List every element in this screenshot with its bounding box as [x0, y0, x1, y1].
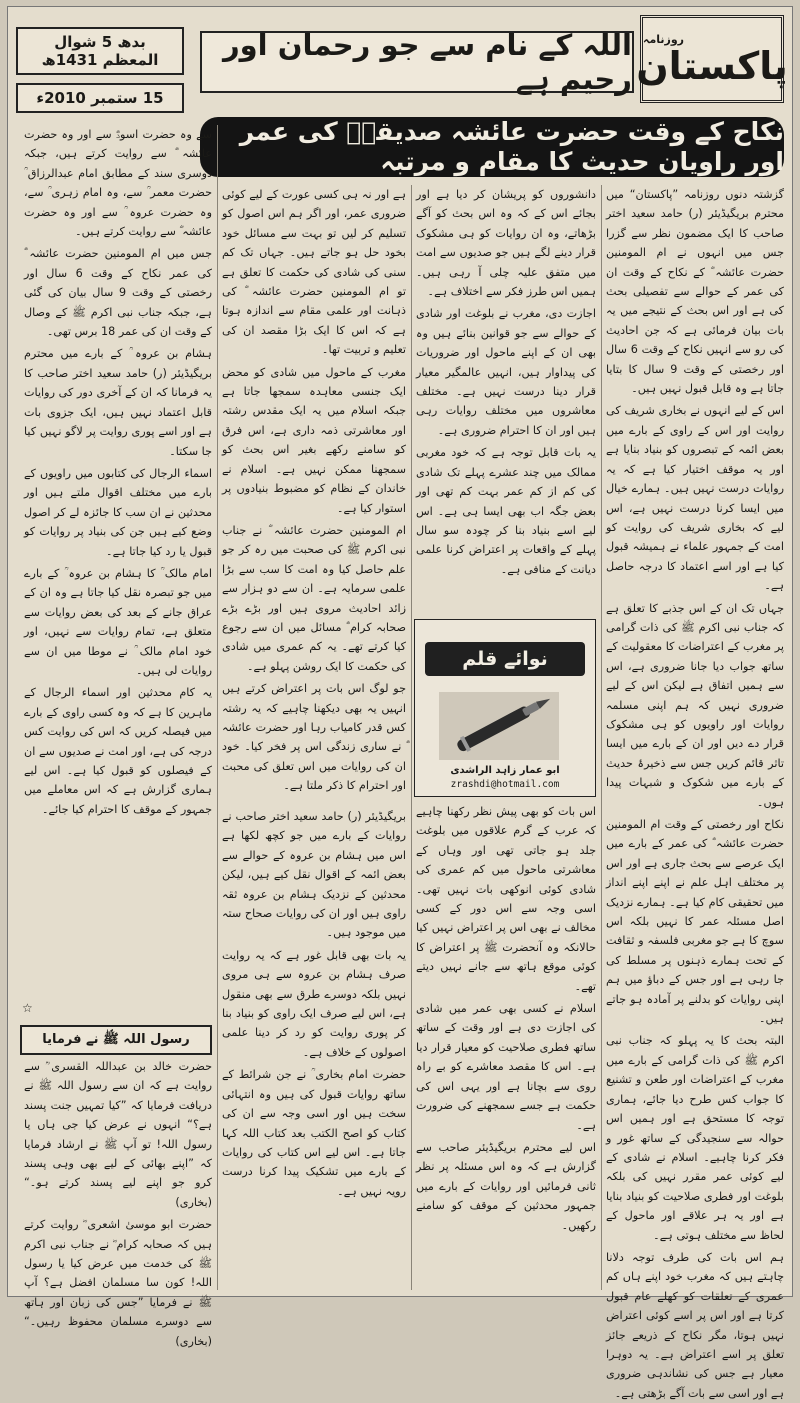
paragraph: ہے اور نہ ہی کسی عورت کے لیے کوئی ضروری عمر، اور اگر ہم اس اصول کو تسلیم کر لیں تو بہت سے مسائل خود بخود حل ہو جاتے ہیں۔ جہاں تک کم سنی کی شادی کی حکمت کا تعلق ہے تو ام المومنین حضرت عائشہ ؓ کی ذہانت اور علمی مقام سے اندازہ ہوتا ہے کہ اس کا ایک بڑا مقصد ان کی تعلیم و تربیت تھا۔	[222, 188, 406, 357]
bismillah-banner: اللہ کے نام سے جو رحمان اور رحیم ہے	[200, 31, 634, 93]
column-divider	[411, 185, 412, 1290]
paragraph: جہاں تک ان کے اس جذبے کا تعلق ہے کہ جناب نبی اکرم ﷺ کی ذات گرامی پر مغرب کے اعتراضات کا معقولیت کے ساتھ جواب دیا جانا ضروری ہے، اس سے ہمیں اتفاق ہے لیکن اس کے لیے ضروری نہیں کہ ہم اپنی مسلمہ روایات اور راویوں کو ہی مشکوک قرار دے دیں اور ان کے بارے میں ایسا تاثر قائم کریں جس سے ذخیرۂ حدیث کے بارے میں شکوک و شبہات پیدا ہوں۔	[606, 601, 784, 809]
paragraph: دانشوروں کو پریشان کر دیا ہے اور بجائے اس کے کہ وہ اس بحث کو آگے بڑھاتے، وہ ان روایات کو ہی مشکوک قرار دینے لگے ہیں جو صدیوں سے امت میں متفق علیہ چلی آ رہی ہیں۔ ہمیں اس طرز فکر سے اختلاف ہے۔	[416, 188, 596, 299]
paragraph: حضرت خالد بن عبداللہ القسری ؒ سے روایت ہے کہ ان سے رسول اللہ ﷺ نے دریافت فرمایا کہ ”کیا تمہیں جنت پسند ہے؟“ انہوں نے عرض کیا جی ہاں یا رسول اللہ! تو آپ ﷺ نے ارشاد فرمایا کہ ”اپنے بھائی کے لیے بھی وہی پسند کرو جو اپنے لیے پسند کرتے ہو۔“ (بخاری)	[24, 1060, 212, 1209]
paragraph: یہ بات قابل توجہ ہے کہ خود مغربی ممالک میں چند عشرے پہلے تک شادی کی کم از کم عمر بہت کم تھی اور بعض جگہ اب بھی ایسا ہی ہے۔ اس لیے اسے بنیاد بنا کر چودہ سو سال پہلے کے واقعات پر اعتراض کرنا علمی دیانت کے منافی ہے۔	[416, 446, 596, 576]
paragraph: اسماء الرجال کی کتابوں میں راویوں کے بارے میں مختلف اقوال ملتے ہیں اور محدثین نے ان سب کا جائزہ لے کر اصول وضع کیے ہیں جن کی بنیاد پر روایات کو قبول یا رد کیا جاتا ہے۔	[24, 466, 212, 558]
date-hijri: بدھ 5 شوال المعظم 1431ھ	[16, 27, 184, 75]
date-block	[16, 27, 184, 121]
masthead	[16, 15, 788, 107]
article-column-4	[24, 125, 212, 825]
article-column-3-lower	[222, 807, 406, 1290]
star-icon: ☆	[22, 1001, 33, 1015]
column-divider	[217, 125, 218, 1290]
paragraph: سے وہ حضرت اسودؓ سے اور وہ حضرت عائشہ ؓ سے روایت کرتے ہیں، جبکہ دوسری سند کے مطابق امام عبدالرزاق ؒ حضرت معمر ؒ سے، وہ امام زہری ؒ سے، وہ حضرت عروہ ؒ سے اور وہ حضرت عائشہ ؓ سے روایت کرتے ہیں۔	[24, 128, 212, 239]
column-author: ابو عمار زاہد الراشدی	[450, 765, 560, 776]
paragraph: حضرت ابو موسیٰ اشعری ؓ روایت کرتے ہیں کہ صحابہ کرام ؓ نے جناب نبی اکرم ﷺ کی خدمت میں عرض کیا یا رسول اللہ! کون سا مسلمان افضل ہے؟ آپ ﷺ نے فرمایا ”جس کی زبان اور ہاتھ سے دوسرے مسلمان محفوظ رہیں۔“ (بخاری)	[24, 1218, 212, 1348]
paragraph: اس لیے محترم بریگیڈیئر صاحب سے گزارش ہے کہ وہ اس مسئلہ پر نظر ثانی فرمائیں اور روایات کے بارے میں جمہور محدثین کے موقف کو سامنے رکھیں۔	[416, 1140, 596, 1232]
newspaper-logo	[636, 15, 788, 103]
paragraph: یہ کام محدثین اور اسماء الرجال کے ماہرین کا ہے کہ وہ کسی راوی کے بارے میں فیصلہ کریں کہ اس کی روایت کس درجہ کی ہے، اور امت نے صدیوں سے ان کے فیصلوں کو قبول کیا ہے۔ اس لیے ہماری گزارش ہے کہ اس معاملے میں جمہور کے موقف کا احترام کیا جائے۔	[24, 686, 212, 816]
column-divider	[601, 185, 602, 1290]
paragraph: امام مالک ؒ کا ہشام بن عروہ ؒ کے بارے میں جو تبصرہ نقل کیا جاتا ہے وہ ان کے عراق جانے کے بعد کی بعض روایات سے متعلق ہے، تمام روایات سے نہیں، اور خود امام مالک ؒ نے موطا میں ان سے روایات لی ہیں۔	[24, 566, 212, 677]
paragraph: البتہ بحث کا یہ پہلو کہ جناب نبی اکرم ﷺ کی ذات گرامی کے بارے میں مغرب کے اعتراضات اور طعن و تشنیع کا جواب کس طرح دیا جائے، ہماری توجہ کا مستحق ہے اور ہمیں اس حوالہ سے سنجیدگی کے ساتھ غور و فکر کرنا چاہیے۔ اسلام نے شادی کے لیے کوئی عمر مقرر نہیں کی بلکہ بلوغت اور فطری صلاحیت کو بنیاد بنایا ہے اور یہ ہر علاقے اور ماحول کے لحاظ سے مختلف ہوتی ہے۔	[606, 1034, 784, 1242]
logo-subtitle: روزنامہ	[643, 32, 685, 46]
paragraph: گزشتہ دنوں روزنامہ ”پاکستان“ میں محترم بریگیڈیئر (ر) حامد سعید اختر صاحب کا ایک مضمون نظر سے گزرا جس میں انہوں نے ام المومنین حضرت عائشہ ؓ کے نکاح کے وقت ان کی عمر کے حوالے سے تفصیلی بحث کی ہے اور اس بحث کے نتیجے میں یہ بات بیان فرمائی ہے کہ جن احادیث کی رو سے انہیں نکاح کے وقت 6 سال اور رخصتی کے وقت 9 سال کا بتایا جاتا ہے وہ قابل قبول نہیں ہیں۔	[606, 188, 784, 396]
paragraph: یہ بات بھی قابل غور ہے کہ یہ روایت صرف ہشام بن عروہ سے ہی مروی نہیں بلکہ دوسرے طرق سے بھی منقول ہے، اس لیے صرف ایک راوی کو بنیاد بنا کر پوری روایت کو رد کر دینا علمی اصولوں کے خلاف ہے۔	[222, 948, 406, 1059]
paragraph: اس کے لیے انہوں نے بخاری شریف کی روایت اور اس کے راوی کے بارے میں بعض ائمہ کے تبصروں کو بنیاد بنایا ہے اور یہ موقف اختیار کیا ہے کہ یہ روایات درست نہیں ہیں۔ ہمارے خیال میں ایسا کرنا درست نہیں ہے، اس لیے کہ بخاری شریف کی روایت کو امت کے جمہور علماء نے ہمیشہ قبول کیا ہے اور اسے اعتماد کا درجہ حاصل ہے۔	[606, 404, 784, 593]
paragraph: جس میں ام المومنین حضرت عائشہ ؓ کی عمر نکاح کے وقت 6 سال اور رخصتی کے وقت 9 سال بیان کی گئی ہے، جبکہ جناب نبی اکرم ﷺ کے وصال کے وقت ان کی عمر 18 برس تھی۔	[24, 247, 213, 339]
article-column-2-lower	[416, 802, 596, 1290]
article-column-3	[222, 185, 406, 793]
paragraph: اجازت دی، مغرب نے بلوغت اور شادی کے حوالے سے جو قوانین بنائے ہیں وہ بھی ان کے اپنے ماحول اور ضروریات کی پیداوار ہیں، انہیں عالمگیر معیار قرار دینا درست نہیں ہے۔ مختلف معاشروں میں مختلف روایات رہی ہیں اور ان کا احترام ضروری ہے۔	[416, 307, 596, 437]
logo-title: پاکستان	[636, 43, 788, 88]
headline-line: نکاح کے وقت حضرت عائشہ صدیقہؓ کی عمر اور راویان حدیث کا مقام و مرتبہ	[239, 117, 784, 176]
paragraph: جو لوگ اس بات پر اعتراض کرتے ہیں انہیں یہ بھی دیکھنا چاہیے کہ یہ رشتہ کس قدر کامیاب رہا اور حضرت عائشہ ؓ نے ساری زندگی اس پر فخر کیا۔ خود ان کی روایات میں اس تعلق کی محبت اور احترام کا ذکر ملتا ہے۔	[222, 682, 406, 793]
column-logo-image	[414, 619, 596, 797]
article-headline	[200, 117, 784, 177]
hadith-column	[24, 1057, 212, 1348]
paragraph: نکاح اور رخصتی کے وقت ام المومنین حضرت عائشہ ؓ کی عمر کے بارے میں ایک عرصے سے بحث جاری ہے اور اس پر مختلف اہل علم نے اپنے اپنے انداز میں تحقیقی کام کیا ہے۔ ہمارے نزدیک اصل مسئلہ عمر کا نہیں بلکہ اس سوچ کا ہے جو مغربی فلسفہ و ثقافت کے تحت ہمارے ذہنوں پر مسلط کی جا رہی ہے اور جس کے دباؤ میں ہم اپنی روایات کو بدلنے پر آمادہ ہو جاتے ہیں۔	[606, 818, 784, 1026]
column-title: نوائے قلم	[425, 642, 585, 676]
paragraph: اس بات کو بھی پیش نظر رکھنا چاہیے کہ عرب کے گرم علاقوں میں بلوغت جلد ہو جاتی تھی اور وہاں کے معاشرتی ماحول میں کم عمری کی شادی کوئی انوکھی بات نہیں تھی۔ اسی وجہ سے اس دور کے کسی مخالف نے بھی اس پر اعتراض نہیں کیا حالانکہ وہ آنحضرت ﷺ پر اعتراض کا کوئی موقع ہاتھ سے جانے نہیں دیتے تھے۔	[416, 805, 596, 993]
paragraph: مغرب کے ماحول میں شادی کو محض ایک جنسی معاہدہ سمجھا جاتا ہے جبکہ اسلام میں یہ ایک مقدس رشتہ اور معاشرتی ذمہ داری ہے، اس فرق کو سامنے رکھے بغیر اس بحث کو سمجھنا ممکن نہیں ہے۔ اسلام نے خاندان کے نظام کو مضبوط بنیادوں پر استوار کیا ہے۔	[222, 365, 406, 515]
date-gregorian: 15 ستمبر 2010ء	[16, 83, 184, 113]
column-email: zrashdi@hotmail.com	[450, 779, 560, 790]
paragraph: اسلام نے کسی بھی عمر میں شادی کی اجازت دی ہے اور وقت کے ساتھ ساتھ فطری صلاحیت کو معیار قرار دیا ہے۔ اس کا مقصد معاشرے کو بے راہ روی سے بچانا ہے اور یہی اس کی حکمت ہے جسے سمجھنے کی ضرورت ہے۔	[416, 1002, 596, 1132]
article-column-1	[606, 185, 784, 1400]
paragraph: حضرت امام بخاری ؒ نے جن شرائط کے ساتھ روایات قبول کی ہیں وہ انتہائی سخت ہیں اور اسی وجہ سے ان کی کتاب کو اصح الکتب بعد کتاب اللہ کہا جاتا ہے۔ اس لیے اس کتاب کی روایات کے بارے میں تشکیک پیدا کرنا درست رویہ نہیں ہے۔	[222, 1068, 406, 1198]
paragraph: ہم اس بات کی طرف توجہ دلانا چاہتے ہیں کہ مغرب خود اپنے ہاں کم عمری کے تعلقات کو کھلے عام قبول کرتا ہے اور اس پر اسے کوئی اعتراض نہیں ہوتا، مگر نکاح کے ذریعے جائز تعلق پر اسے اعتراض ہے۔ یہ دوہرا معیار ہے جس کی نشاندہی ضروری ہے اور اسی سے بات آگے بڑھتی ہے۔	[606, 1250, 784, 1400]
article-column-2	[416, 185, 596, 610]
paragraph: ہشام بن عروہ ؒ کے بارے میں محترم بریگیڈیئر (ر) حامد سعید اختر صاحب کا یہ فرمانا کہ ان کے آخری دور کی روایات قابل اعتماد نہیں ہیں، ایک جزوی بات ہے اور اسے پوری روایت پر لاگو نہیں کیا جا سکتا۔	[24, 347, 212, 458]
paragraph: ام المومنین حضرت عائشہ ؓ نے جناب نبی اکرم ﷺ کی صحبت میں رہ کر جو علم حاصل کیا وہ امت کا سب سے بڑا علمی سرمایہ ہے۔ ان سے دو ہزار سے زائد احادیث مروی ہیں اور بڑے بڑے صحابہ کرام ؓ مسائل میں ان سے رجوع کیا کرتے تھے۔ یہ کم عمری میں شادی کی حکمت کا ایک روشن پہلو ہے۔	[222, 523, 406, 673]
pen-icon	[439, 692, 559, 760]
paragraph: بریگیڈیئر (ر) حامد سعید اختر صاحب نے روایات کے بارے میں جو کچھ لکھا ہے اس میں ہشام بن عروہ کے حوالے سے بعض ائمہ کے اقوال نقل کیے ہیں، لیکن محدثین کے نزدیک ہشام بن عروہ ثقہ راوی ہیں اور ان کی روایات صحاح ستہ میں موجود ہیں۔	[222, 810, 406, 940]
newspaper-page	[7, 6, 793, 1400]
hadith-section-title: رسول اللہ ﷺ نے فرمایا	[20, 1025, 212, 1055]
